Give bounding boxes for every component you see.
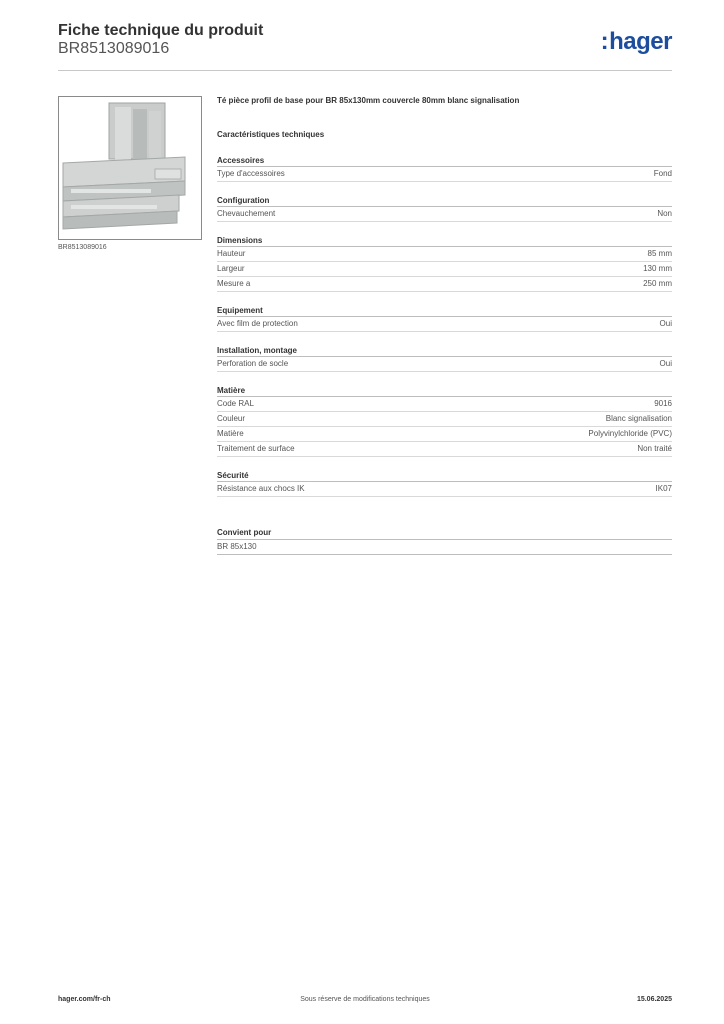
spec-group-title: Equipement	[217, 305, 672, 317]
spec-label: Largeur	[217, 264, 245, 273]
spec-row	[217, 397, 672, 412]
image-caption: BR8513089016	[58, 244, 107, 251]
footer-website-link[interactable]: hager.com/fr-ch	[58, 996, 111, 1003]
footer-date: 15.06.2025	[636, 996, 672, 1003]
header	[58, 22, 672, 71]
spec-group	[217, 385, 672, 457]
fits-row	[217, 540, 672, 555]
spec-group	[217, 470, 672, 497]
fits-title: Convient pour	[217, 527, 672, 540]
spec-group-title: Matière	[217, 385, 672, 397]
spec-group-title: Accessoires	[217, 155, 672, 167]
spec-group	[217, 345, 672, 372]
spec-value: 130 mm	[643, 264, 672, 273]
spec-group	[217, 305, 672, 332]
spec-label: Résistance aux chocs IK	[217, 484, 305, 493]
spec-row	[217, 317, 672, 332]
spec-group-title: Dimensions	[217, 235, 672, 247]
product-title: Té pièce profil de base pour BR 85x130mm couvercle 80mm blanc signalisation	[217, 96, 520, 105]
spec-row	[217, 427, 672, 442]
spec-label: Matière	[217, 429, 244, 438]
spec-row	[217, 482, 672, 497]
spec-label: Hauteur	[217, 249, 246, 258]
hager-logo[interactable]	[601, 28, 672, 56]
spec-row	[217, 412, 672, 427]
spec-label: Traitement de surface	[217, 444, 295, 453]
spec-value: Non traité	[637, 444, 672, 453]
spec-group	[217, 235, 672, 292]
product-code: BR8513089016	[58, 40, 170, 57]
spec-group-title: Sécurité	[217, 470, 672, 482]
spec-group-title: Configuration	[217, 195, 672, 207]
spec-row	[217, 277, 672, 292]
spec-value: Oui	[659, 359, 672, 368]
fits-value: BR 85x130	[217, 542, 257, 551]
spec-value: Oui	[659, 319, 672, 328]
spec-row	[217, 262, 672, 277]
spec-value: 250 mm	[643, 279, 672, 288]
product-illustration	[59, 97, 201, 239]
spec-label: Mesure a	[217, 279, 251, 288]
spec-row	[217, 357, 672, 372]
spec-groups	[217, 155, 672, 497]
spec-label: Couleur	[217, 414, 246, 423]
spec-value: Polyvinylchloride (PVC)	[588, 429, 672, 438]
spec-value: Non	[657, 209, 672, 218]
footer-disclaimer: Sous réserve de modifications techniques	[300, 996, 430, 1003]
logo-text: hager	[609, 28, 672, 55]
compatible-with	[217, 527, 672, 555]
spec-label: Type d'accessoires	[217, 169, 285, 178]
spec-label: Chevauchement	[217, 209, 276, 218]
spec-label: Perforation de socle	[217, 359, 289, 368]
spec-row	[217, 207, 672, 222]
spec-label: Avec film de protection	[217, 319, 298, 328]
spec-label: Code RAL	[217, 399, 254, 408]
spec-row	[217, 167, 672, 182]
spec-group	[217, 195, 672, 222]
spec-value: 9016	[654, 399, 672, 408]
spec-row	[217, 442, 672, 457]
document-title: Fiche technique du produit	[58, 22, 264, 39]
spec-group	[217, 155, 672, 182]
spec-group-title: Installation, montage	[217, 345, 672, 357]
spec-row	[217, 247, 672, 262]
spec-value: Fond	[653, 169, 672, 178]
specifications	[217, 96, 672, 497]
spec-value: Blanc signalisation	[605, 414, 672, 423]
footer	[58, 996, 672, 1010]
product-image	[58, 96, 202, 240]
spec-value: IK07	[655, 484, 672, 493]
logo-colon-mark: :	[600, 28, 609, 55]
spec-value: 85 mm	[647, 249, 672, 258]
section-title: Caractéristiques techniques	[217, 130, 325, 139]
